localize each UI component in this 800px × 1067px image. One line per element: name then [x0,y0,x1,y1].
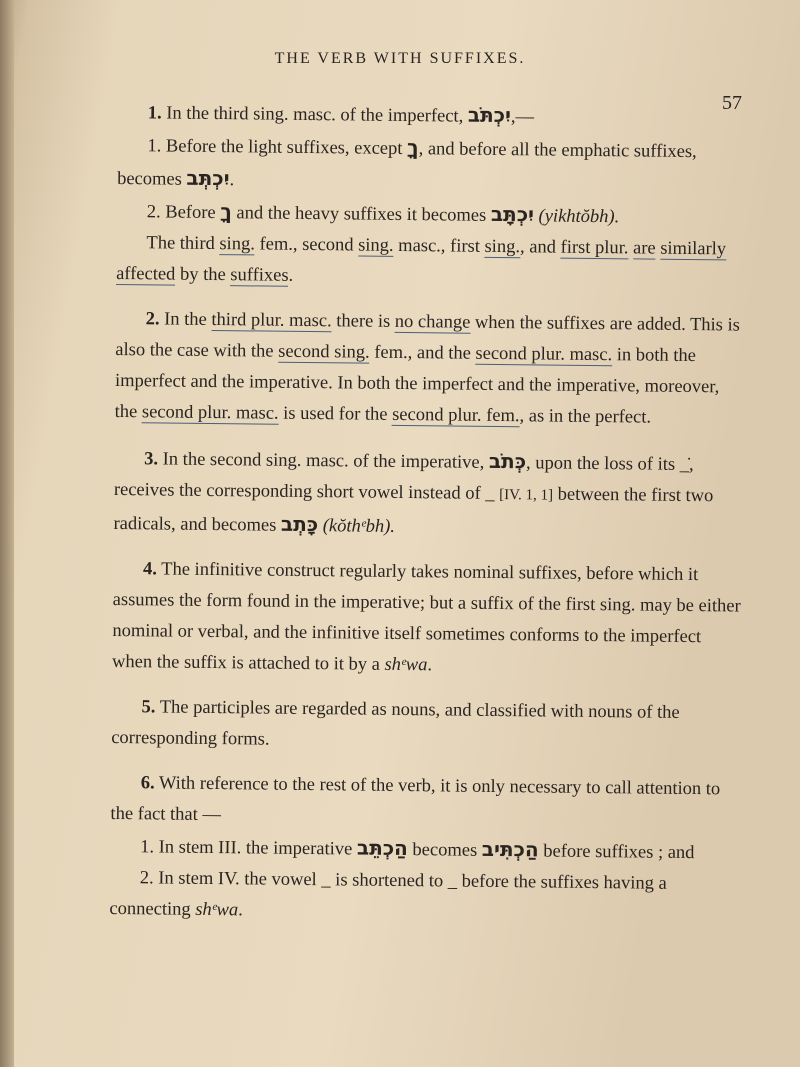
section-5 [111,692,742,761]
section-1-sub-1 [117,129,748,202]
text: The third [146,233,215,255]
text: In stem IV. the vowel [158,868,317,891]
text: In the [164,309,207,330]
text: becomes [412,840,478,861]
underlined-term: suffixes [230,265,289,286]
text: there is [336,311,391,332]
vowel-sign: _ [485,483,495,504]
section-4 [112,554,743,685]
hebrew-word: הַכְתִּיב [481,836,539,862]
section-number: 3. [144,449,159,470]
subsection-number: 1. [147,136,162,157]
section-2 [115,304,746,435]
text: is shortened to [335,870,444,892]
text: . [229,170,235,191]
text: ,— [510,107,535,128]
section-6-sub-2 [109,863,740,932]
page-body [109,96,748,932]
text: , and before all the emphatic suffixes, becomes [117,139,697,190]
text: . [427,655,433,676]
text: In the third sing. masc. of the imperfect, [166,103,464,127]
text: , receives the corresponding short vowel instead of [113,455,694,504]
page-number: 57 [722,92,742,114]
subsection-number: 2. [146,202,161,223]
underlined-term: sing. [358,235,394,256]
underlined-term: similarly affected [116,238,727,285]
text: fem., second [259,234,354,256]
underlined-term: first plur. [560,237,629,259]
running-title: THE VERB WITH SUFFIXES. [274,50,526,67]
text: and the heavy suffixes it becomes [236,203,487,226]
section-number: 4. [142,559,158,580]
hebrew-word: כְּתֹב [488,448,527,474]
text: by the [179,264,226,286]
text: before the suffixes having a connecting [109,871,667,920]
text: in both the imperfect and the imperative. In both the imperfect and the imperative, moreover, the [114,345,720,423]
hebrew-word: יִכְתֹּב [467,102,512,128]
transliteration: (yikhtŏbh). [538,206,620,228]
section-6 [110,768,741,837]
text: With reference to the rest of the verb, it is only necessary to call attention to the fact that — [110,773,721,826]
text: when the suffixes are added. This is also the case with the [115,312,741,362]
text: Before the light suffixes, except [165,136,403,159]
text: , and [519,237,557,258]
subsection-number: 2. [139,868,154,889]
underlined-term: sing. [484,236,521,258]
subsection-number: 1. [140,837,155,858]
vowel-sign: _̇ [679,454,690,475]
underlined-term: second sing. [278,341,370,363]
book-spine-shadow [0,0,14,1067]
technical-term: shᵉwa [195,899,239,921]
text: fem., and the [374,342,471,364]
text: before suffixes ; and [543,841,695,864]
underlined-term: second plur. masc. [141,402,279,424]
hebrew-word: יִכְתָּב [490,201,535,227]
hebrew-word: כָּתְב [280,511,319,537]
underlined-term: third plur. masc. [211,309,332,332]
technical-term: shᵉwa [384,654,428,676]
text: . [238,900,243,921]
text: The participles are regarded as nouns, and classified with nouns of the corresponding forms. [111,697,680,750]
text: . [288,265,294,286]
section-3 [113,442,744,547]
text: , as in the perfect. [519,406,652,428]
text: , upon the loss of its [525,453,676,475]
underlined-term: second plur. fem. [392,404,520,427]
underlined-term: no change [394,311,471,333]
hebrew-word: הַכְתֵּב [356,835,409,861]
section-number: 2. [145,309,160,330]
text: In stem III. the imperative [158,837,353,860]
vowel-sign: _ [321,870,331,891]
text: masc., first [398,235,481,257]
text: between the first two radicals, and becomes [113,484,714,536]
text: is used for the [283,403,388,425]
underlined-term: sing. [219,234,255,255]
vowel-sign: _ [447,871,458,892]
text: In the second sing. masc. of the imperative, [162,449,485,473]
section-number: 6. [140,773,155,794]
hebrew-word: יִכְתְּב [186,165,230,191]
text: Before [165,202,216,224]
cross-reference: [IV. 1, 1] [499,487,554,504]
underlined-term: second plur. masc. [475,343,613,366]
hebrew-suffix: ךָ [406,135,419,160]
transliteration: (kŏthᵉbh). [322,516,396,537]
underlined-term: are [632,238,656,259]
text: The infinitive construct regularly takes nominal suffixes, before which it assumes the form found in the imperative; but a suffix of the first sing. may be either nominal or verbal, and the infinitive itself sometimes conforms to the imperfect when the suffix is attached to it by a [111,559,741,675]
section-number: 5. [141,697,156,718]
hebrew-suffix: ךָ [220,199,232,224]
section-1-paragraph-2 [116,228,747,297]
section-number: 1. [147,103,162,124]
